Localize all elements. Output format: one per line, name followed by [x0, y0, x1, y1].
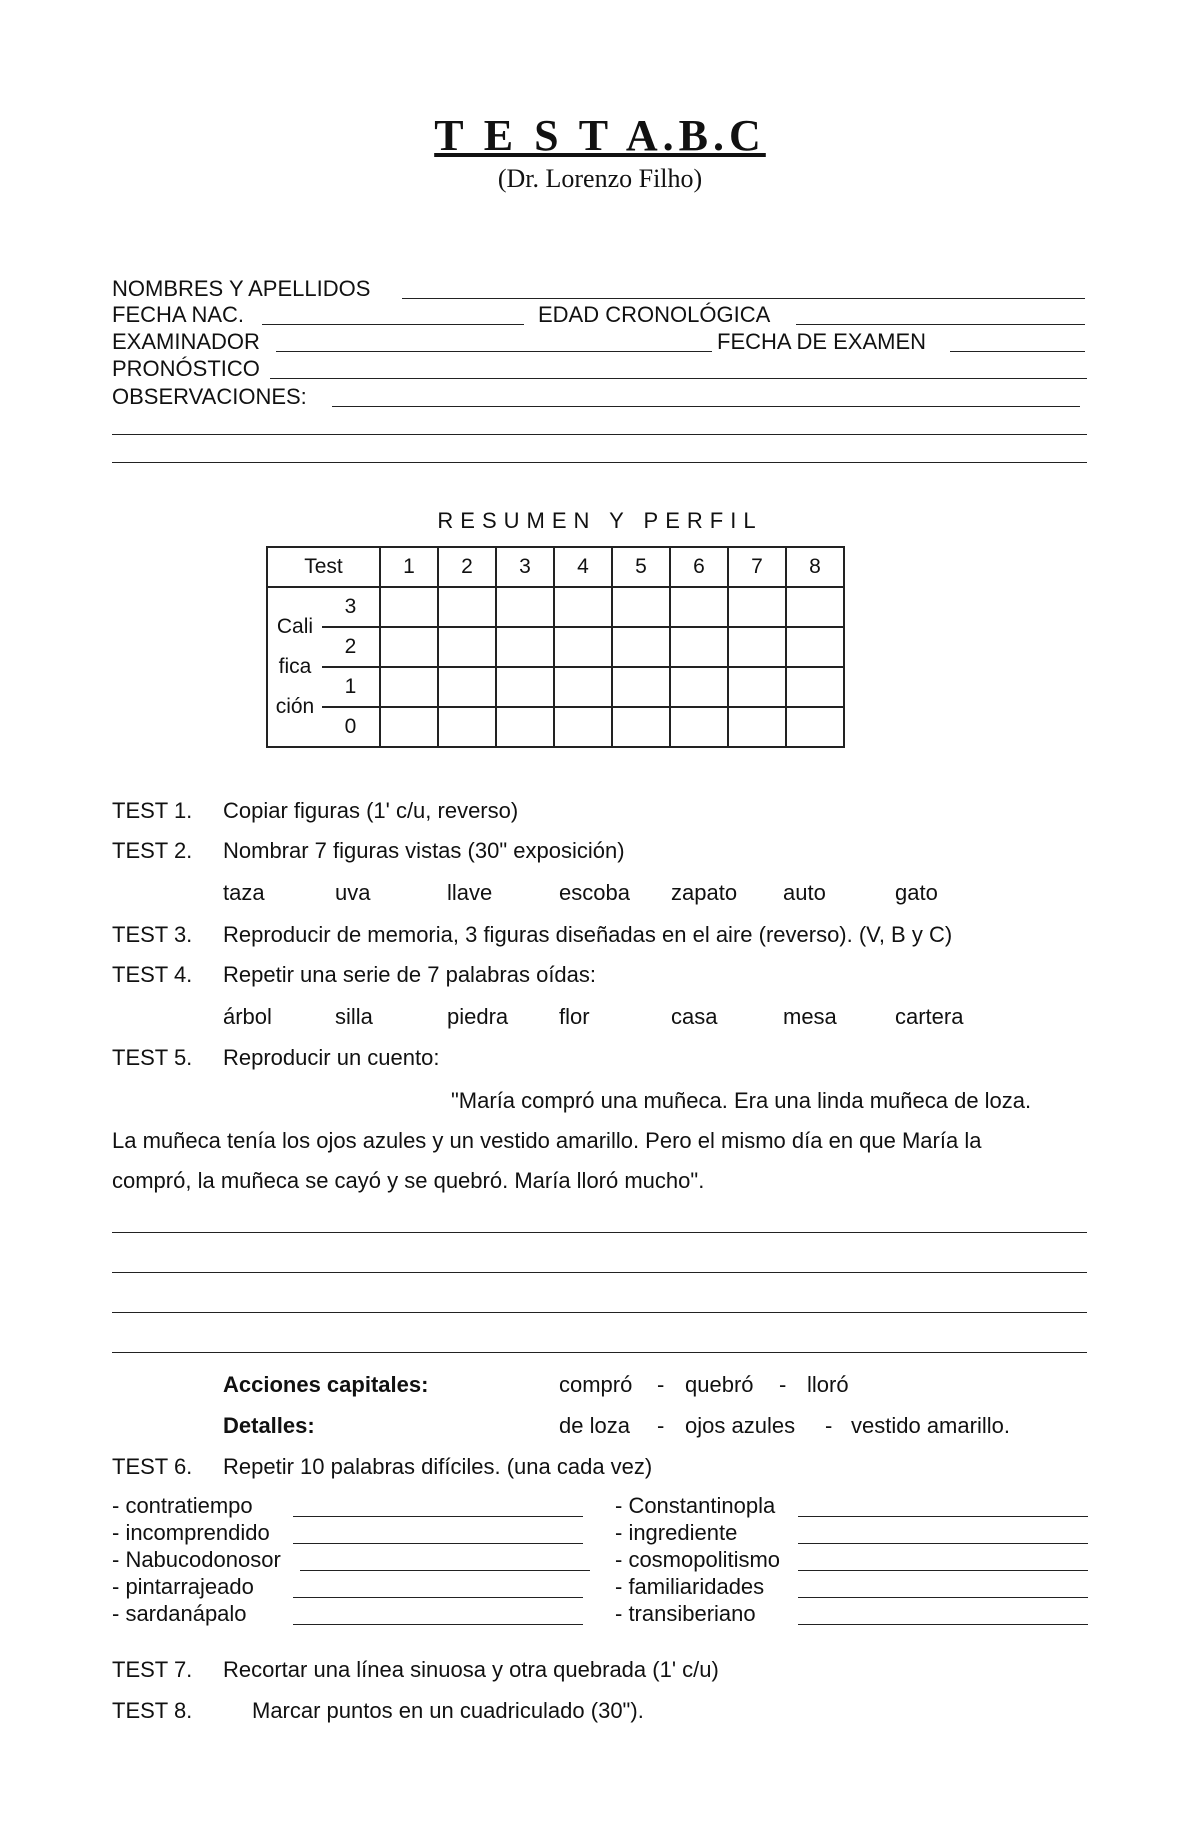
- test2-word: taza: [223, 880, 265, 905]
- page-title: T E S T A.B.C: [434, 111, 766, 160]
- difficult-word: - transiberiano: [615, 1601, 756, 1626]
- score-cell[interactable]: [380, 667, 438, 707]
- score-cell[interactable]: [380, 627, 438, 667]
- score-cell[interactable]: [612, 587, 670, 627]
- calificacion-label: [267, 587, 322, 747]
- test8-label: TEST 8.: [112, 1698, 193, 1723]
- test2-word: uva: [335, 880, 371, 905]
- difficult-word: - Nabucodonosor: [112, 1547, 281, 1572]
- test7-label: TEST 7.: [112, 1657, 193, 1682]
- pronostico-field[interactable]: [270, 378, 1087, 379]
- score-cell[interactable]: [612, 627, 670, 667]
- score-cell[interactable]: [380, 707, 438, 747]
- column-header: 1: [380, 547, 438, 587]
- score-cell[interactable]: [786, 627, 844, 667]
- test2-text: Nombrar 7 figuras vistas (30" exposición): [223, 838, 625, 863]
- label-fecha-examen: FECHA DE EXAMEN: [717, 329, 927, 354]
- score-cell[interactable]: [612, 707, 670, 747]
- story-line-3: compró, la muñeca se cayó y se quebró. María lloró mucho".: [112, 1168, 705, 1193]
- score-cell[interactable]: [728, 667, 786, 707]
- score-cell[interactable]: [554, 627, 612, 667]
- detalles-label: Detalles:: [223, 1413, 315, 1438]
- column-header: 5: [612, 547, 670, 587]
- level-label: 3: [322, 587, 380, 627]
- difficult-word-field[interactable]: [293, 1624, 583, 1625]
- story-answer-line[interactable]: [112, 1232, 1087, 1233]
- difficult-word: - contratiempo: [112, 1493, 253, 1518]
- test6-label: TEST 6.: [112, 1454, 193, 1479]
- story-answer-line[interactable]: [112, 1352, 1087, 1353]
- detalle-item: ojos azules: [685, 1413, 796, 1438]
- test4-word: mesa: [783, 1004, 837, 1029]
- label-pronostico: PRONÓSTICO: [112, 356, 260, 381]
- label-fecha-nac: FECHA NAC.: [112, 302, 245, 327]
- score-cell[interactable]: [496, 667, 554, 707]
- test4-label: TEST 4.: [112, 962, 193, 987]
- score-cell[interactable]: [380, 587, 438, 627]
- examinador-field[interactable]: [276, 351, 712, 352]
- score-cell[interactable]: [438, 667, 496, 707]
- score-cell[interactable]: [496, 627, 554, 667]
- test7-text: Recortar una línea sinuosa y otra quebrada (1' c/u): [223, 1657, 719, 1682]
- difficult-word: - cosmopolitismo: [615, 1547, 781, 1572]
- score-cell[interactable]: [554, 587, 612, 627]
- calificacion-part: ción: [275, 695, 315, 718]
- score-cell[interactable]: [728, 587, 786, 627]
- difficult-word-field[interactable]: [798, 1543, 1088, 1544]
- difficult-word: - ingrediente: [615, 1520, 738, 1545]
- nombres-field[interactable]: [402, 298, 1085, 299]
- score-cell[interactable]: [612, 667, 670, 707]
- fecha-examen-field[interactable]: [950, 351, 1085, 352]
- score-cell[interactable]: [728, 627, 786, 667]
- difficult-word: - Constantinopla: [615, 1493, 776, 1518]
- score-cell[interactable]: [728, 707, 786, 747]
- score-cell[interactable]: [786, 587, 844, 627]
- column-header: 2: [438, 547, 496, 587]
- difficult-word-field[interactable]: [293, 1516, 583, 1517]
- difficult-word-field[interactable]: [798, 1597, 1088, 1598]
- test1-label: TEST 1.: [112, 798, 193, 823]
- accion-item: quebró: [685, 1372, 754, 1397]
- level-label: 0: [322, 707, 380, 747]
- label-nombres: NOMBRES Y APELLIDOS: [112, 276, 371, 301]
- score-cell[interactable]: [670, 587, 728, 627]
- story-answer-line[interactable]: [112, 1272, 1087, 1273]
- test2-word: zapato: [671, 880, 738, 905]
- test8-text: Marcar puntos en un cuadriculado (30").: [252, 1698, 644, 1723]
- label-observaciones: OBSERVACIONES:: [112, 384, 307, 409]
- test4-word: casa: [671, 1004, 718, 1029]
- test2-word: escoba: [559, 880, 630, 905]
- page-subtitle: (Dr. Lorenzo Filho): [497, 164, 703, 193]
- story-answer-line[interactable]: [112, 1312, 1087, 1313]
- calificacion-part: fica: [278, 655, 312, 678]
- test4-word: silla: [335, 1004, 373, 1029]
- test1-text: Copiar figuras (1' c/u, reverso): [223, 798, 519, 823]
- detalle-separator: -: [657, 1413, 665, 1438]
- score-cell[interactable]: [438, 627, 496, 667]
- label-edad: EDAD CRONOLÓGICA: [538, 302, 771, 327]
- test4-word: flor: [559, 1004, 590, 1029]
- accion-separator: -: [657, 1372, 665, 1397]
- column-header: 3: [496, 547, 554, 587]
- difficult-word-field[interactable]: [293, 1543, 583, 1544]
- score-cell[interactable]: [438, 707, 496, 747]
- acciones-label: Acciones capitales:: [223, 1372, 429, 1397]
- fecha-nac-field[interactable]: [262, 324, 524, 325]
- difficult-word: - pintarrajeado: [112, 1574, 254, 1599]
- difficult-word: - sardanápalo: [112, 1601, 247, 1626]
- observaciones-line-2[interactable]: [112, 434, 1087, 435]
- column-header: 4: [554, 547, 612, 587]
- observaciones-field[interactable]: [332, 406, 1080, 407]
- story-line-1: "María compró una muñeca. Era una linda muñeca de loza.: [451, 1088, 1032, 1113]
- difficult-word-field[interactable]: [798, 1624, 1088, 1625]
- calificacion-part: Cali: [276, 615, 314, 638]
- test2-label: TEST 2.: [112, 838, 193, 863]
- score-cell[interactable]: [554, 667, 612, 707]
- score-cell[interactable]: [786, 707, 844, 747]
- score-cell[interactable]: [670, 707, 728, 747]
- test4-word: árbol: [223, 1004, 272, 1029]
- profile-table: [266, 546, 845, 748]
- difficult-word-field[interactable]: [300, 1570, 590, 1571]
- score-cell[interactable]: [496, 587, 554, 627]
- difficult-word: - incomprendido: [112, 1520, 270, 1545]
- test5-label: TEST 5.: [112, 1045, 193, 1070]
- edad-field[interactable]: [796, 324, 1085, 325]
- test5-text: Reproducir un cuento:: [223, 1045, 440, 1070]
- score-cell[interactable]: [786, 667, 844, 707]
- test6-text: Repetir 10 palabras difíciles. (una cada vez): [223, 1454, 653, 1479]
- score-cell[interactable]: [670, 627, 728, 667]
- detalle-item: vestido amarillo.: [851, 1413, 1010, 1438]
- column-header: 8: [786, 547, 844, 587]
- column-header: 7: [728, 547, 786, 587]
- difficult-word-field[interactable]: [293, 1597, 583, 1598]
- detalle-separator: -: [825, 1413, 833, 1438]
- test4-word: cartera: [895, 1004, 964, 1029]
- test2-word: gato: [895, 880, 938, 905]
- score-cell[interactable]: [496, 707, 554, 747]
- accion-item: compró: [559, 1372, 633, 1397]
- observaciones-line-3[interactable]: [112, 462, 1087, 463]
- accion-item: lloró: [807, 1372, 849, 1397]
- difficult-word: - familiaridades: [615, 1574, 765, 1599]
- resumen-heading: RESUMEN Y PERFIL: [437, 508, 763, 533]
- level-label: 1: [322, 667, 380, 707]
- level-label: 2: [322, 627, 380, 667]
- test3-label: TEST 3.: [112, 922, 193, 947]
- label-examinador: EXAMINADOR: [112, 329, 260, 354]
- accion-separator: -: [779, 1372, 787, 1397]
- test3-text: Reproducir de memoria, 3 figuras diseñadas en el aire (reverso). (V, B y C): [223, 922, 953, 947]
- score-cell[interactable]: [670, 667, 728, 707]
- test4-text: Repetir una serie de 7 palabras oídas:: [223, 962, 597, 987]
- story-line-2: La muñeca tenía los ojos azules y un vestido amarillo. Pero el mismo día en que María la: [112, 1128, 982, 1153]
- column-header: 6: [670, 547, 728, 587]
- test-header: Test: [267, 547, 380, 587]
- score-cell[interactable]: [438, 587, 496, 627]
- difficult-word-field[interactable]: [798, 1570, 1088, 1571]
- score-cell[interactable]: [554, 707, 612, 747]
- test2-word: llave: [447, 880, 493, 905]
- difficult-word-field[interactable]: [798, 1516, 1088, 1517]
- test2-word: auto: [783, 880, 826, 905]
- detalle-item: de loza: [559, 1413, 630, 1438]
- test4-word: piedra: [447, 1004, 509, 1029]
